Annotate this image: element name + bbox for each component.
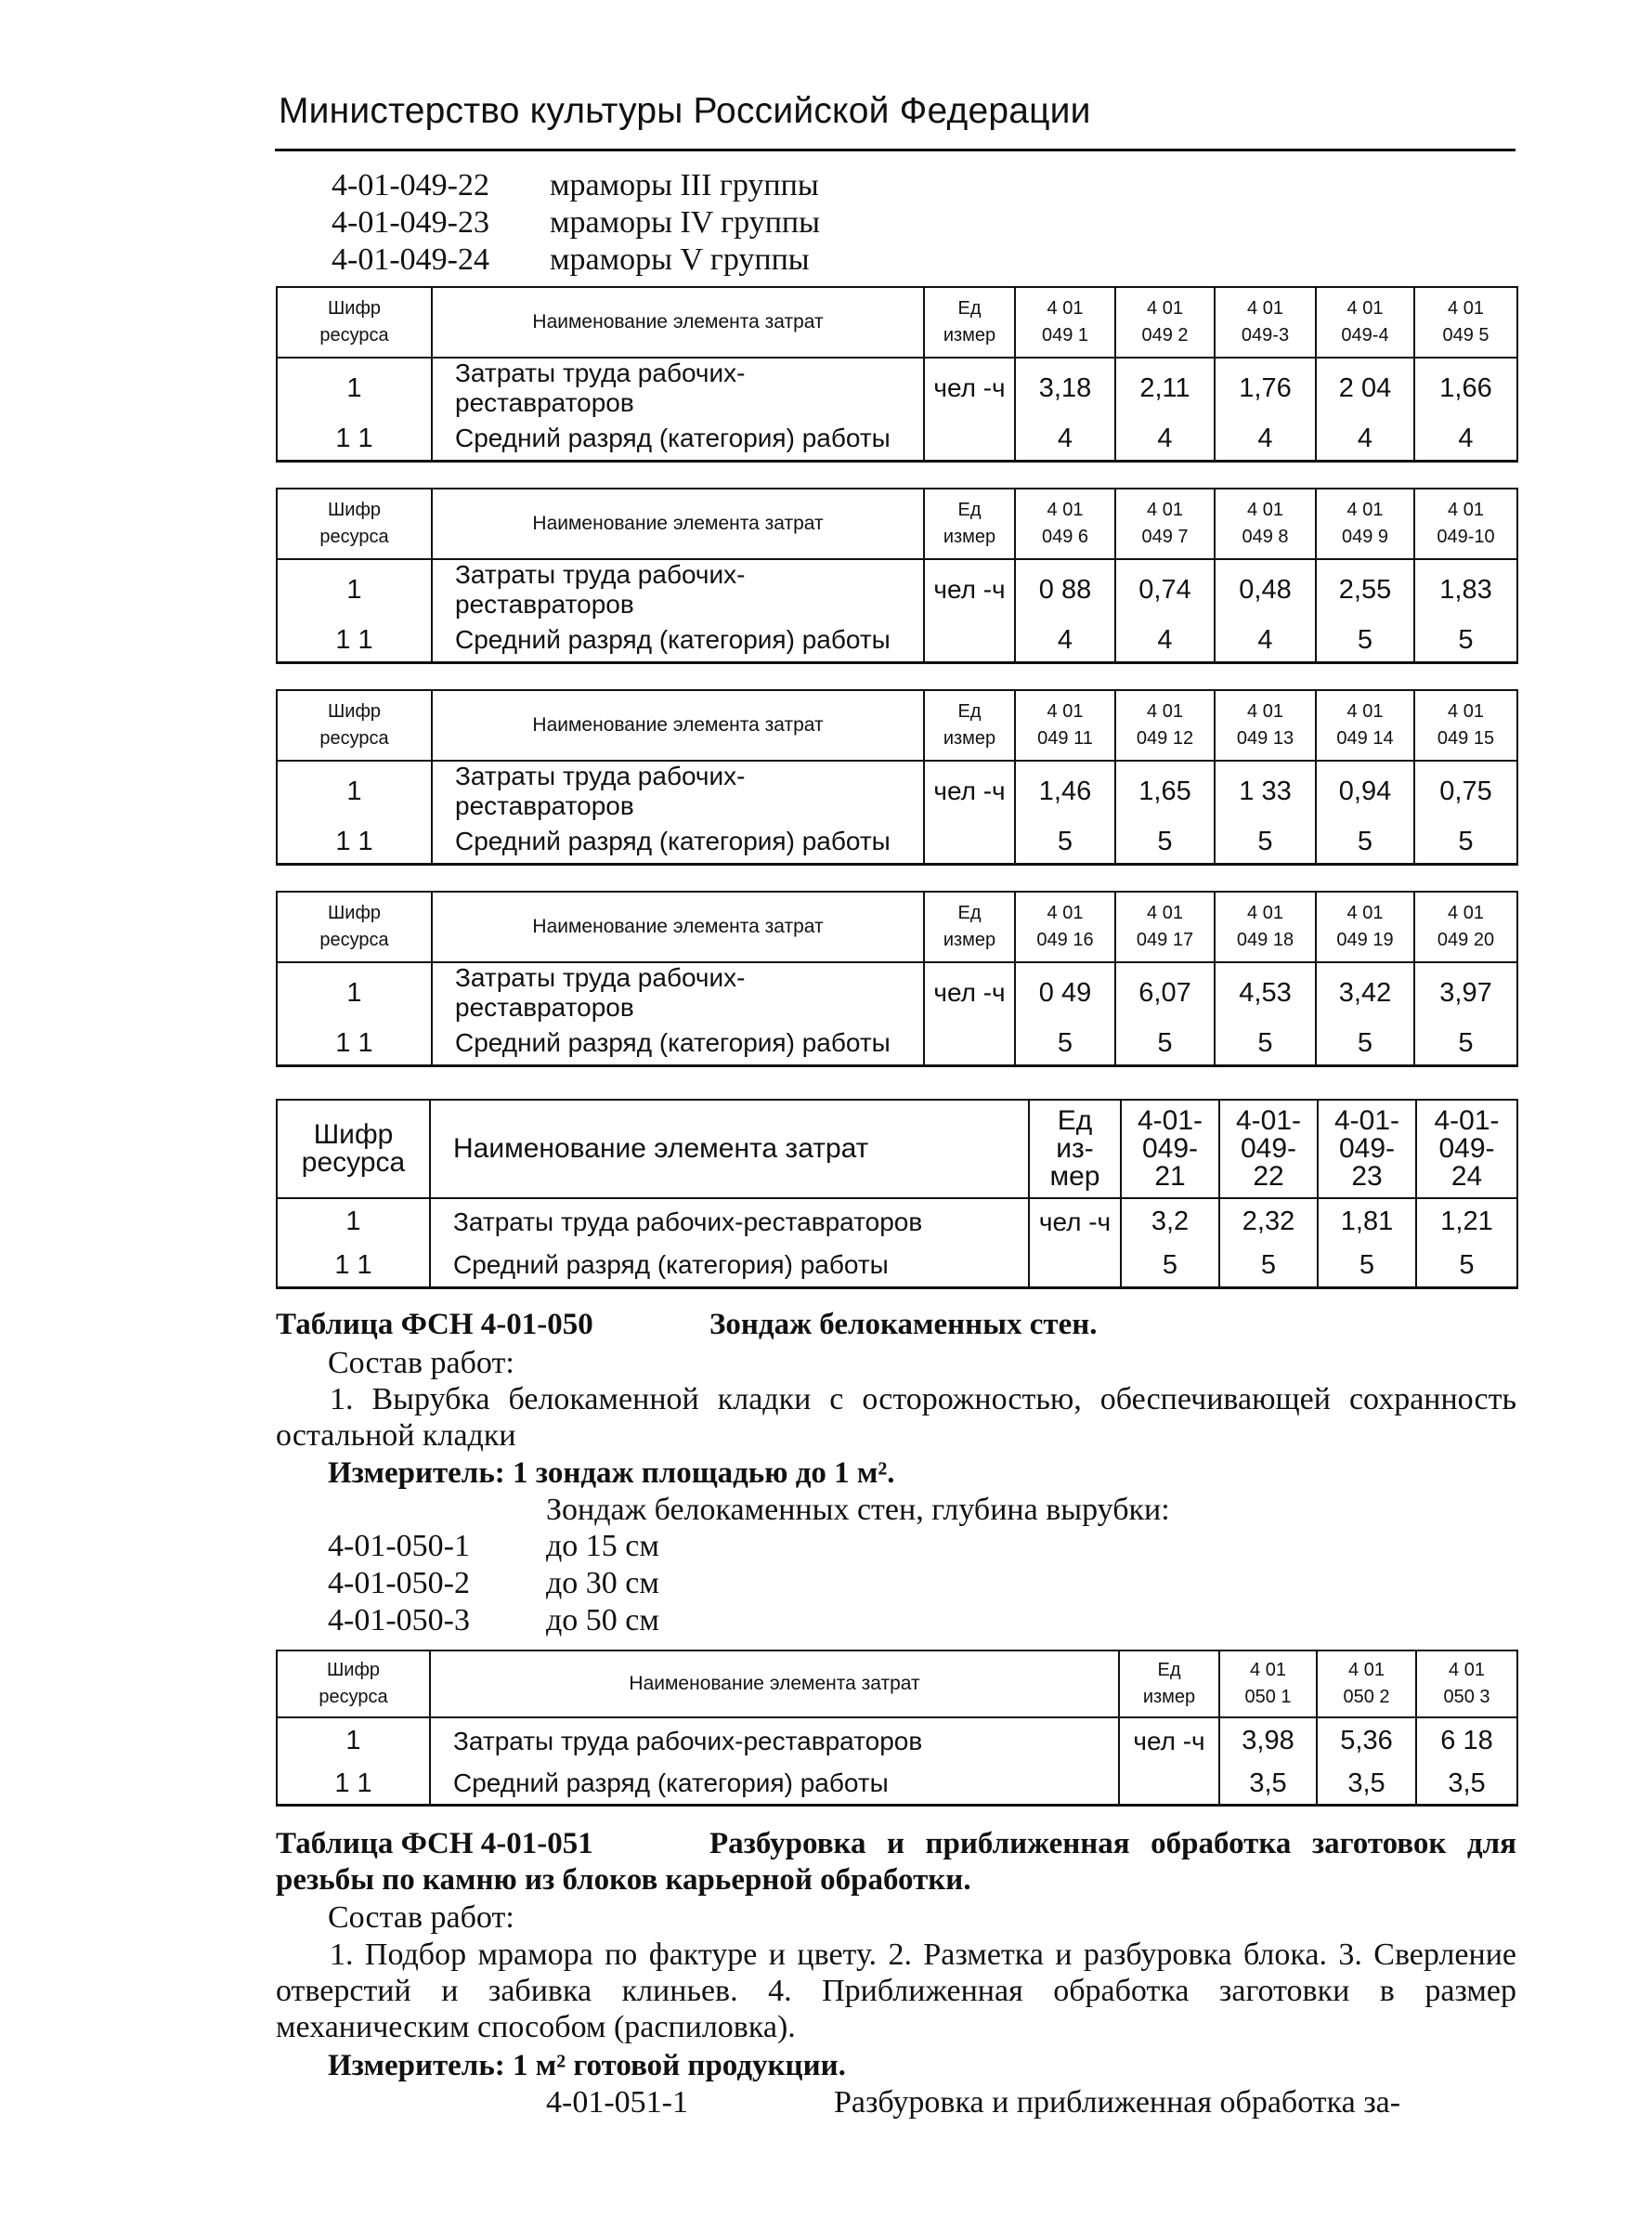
list-item: 4-01-049-24 мраморы V группы	[332, 242, 810, 277]
meter-051: Измеритель: 1 м² готовой продукции.	[328, 2049, 846, 2082]
header-code: Шифр ресурса	[277, 892, 432, 962]
code-list-050	[328, 1528, 659, 1639]
header-code: Шифр ресурса	[277, 489, 432, 559]
header-name: Наименование элемента затрат	[432, 489, 924, 559]
norm-table-049-1-5	[276, 286, 1518, 463]
table-row: 1 Затраты труда рабочих-реставраторов чел -ч 0 88 0,74 0,48 2,55 1,83	[277, 559, 1517, 620]
col-header: 4 01 049 18	[1215, 892, 1316, 962]
col-header: 4 01 049 5	[1414, 287, 1517, 358]
composition-label-050: Состав работ:	[328, 1346, 514, 1380]
header-code: Шифр ресурса	[277, 690, 432, 761]
col-header: 4 01 049 14	[1316, 690, 1414, 761]
table-row: 1 Затраты труда рабочих-реставраторов чел -ч 3,98 5,36 6 18	[277, 1717, 1517, 1764]
table-row: 1 1 Средний разряд (категория) работы 5 5 5 5	[277, 1245, 1517, 1287]
col-header: 4 01 050 3	[1416, 1650, 1517, 1717]
intro-code-list	[332, 167, 820, 279]
list-item: 4-01-050-3 до 50 см	[328, 1603, 659, 1637]
item-051: 4-01-051-1 Разбуровка и приближенная обработка за-	[546, 2085, 1401, 2120]
col-header: 4-01- 049- 24	[1416, 1100, 1517, 1198]
col-header: 4 01 049-10	[1414, 489, 1517, 559]
col-header: 4-01- 049- 23	[1318, 1100, 1416, 1198]
col-header: 4 01 049 9	[1316, 489, 1414, 559]
header-unit: Ед из- мер	[1029, 1100, 1121, 1198]
norm-table-049-11-15	[276, 689, 1518, 866]
table-row: 1 1 Средний разряд (категория) работы 3,5 3,5 3,5	[277, 1764, 1517, 1805]
header-code: Шифр ресурса	[277, 1650, 430, 1717]
list-item: 4-01-049-22 мраморы III группы	[332, 168, 819, 202]
header-code: Шифр ресурса	[277, 287, 432, 358]
section-title-051: Таблица ФСН 4-01-051 Разбуровка и приближенная обработка заготовок для резьбы по камню из блоков карьерной обработки.	[276, 1827, 1516, 1897]
col-header: 4 01 049 12	[1115, 690, 1215, 761]
col-header: 4 01 049 11	[1015, 690, 1115, 761]
header-name: Наименование элемента затрат	[430, 1650, 1119, 1717]
list-item: 4-01-049-23 мраморы IV группы	[332, 205, 820, 240]
col-header: 4-01- 049- 22	[1219, 1100, 1318, 1198]
col-header: 4 01 049-3	[1215, 287, 1316, 358]
col-header: 4 01 049-4	[1316, 287, 1414, 358]
meter-050: Измеритель: 1 зондаж площадью до 1 м².	[328, 1456, 895, 1490]
list-item: 4-01-050-2 до 30 см	[328, 1566, 659, 1600]
col-header: 4 01 050 2	[1317, 1650, 1416, 1717]
col-header: 4 01 049 16	[1015, 892, 1115, 962]
col-header: 4 01 049 7	[1115, 489, 1215, 559]
section-title-050: Таблица ФСН 4-01-050 Зондаж белокаменных стен.	[276, 1308, 1098, 1341]
col-header: 4-01- 049- 21	[1121, 1100, 1219, 1198]
norm-table-049-21-24	[276, 1099, 1518, 1289]
header-name: Наименование элемента затрат	[432, 892, 924, 962]
header-code: Шифр ресурса	[277, 1100, 430, 1198]
norm-table-049-6-10	[276, 488, 1518, 664]
header-unit: Ед измер	[924, 489, 1015, 559]
composition-label-051: Состав работ:	[328, 1900, 514, 1935]
header-unit: Ед измер	[924, 892, 1015, 962]
list-item: 4-01-050-1 до 15 см	[328, 1529, 659, 1563]
header-rule	[275, 149, 1515, 151]
subtitle-050: Зондаж белокаменных стен, глубина вырубки:	[546, 1493, 1170, 1527]
norm-table-050	[276, 1650, 1518, 1807]
col-header: 4 01 049 13	[1215, 690, 1316, 761]
table-row: 1 1 Средний разряд (категория) работы 4 4 4 5 5	[277, 620, 1517, 662]
header-unit: Ед измер	[924, 690, 1015, 761]
col-header: 4 01 049 17	[1115, 892, 1215, 962]
header-unit: Ед измер	[924, 287, 1015, 358]
col-header: 4 01 050 1	[1219, 1650, 1317, 1717]
work-step-050: 1. Вырубка белокаменной кладки с осторожностью, обеспечивающей сохранность остальной кладки	[276, 1382, 1516, 1453]
col-header: 4 01 049 1	[1015, 287, 1115, 358]
table-row: 1 1 Средний разряд (категория) работы 5 5 5 5 5	[277, 1023, 1517, 1065]
header-name: Наименование элемента затрат	[432, 690, 924, 761]
table-row: 1 1 Средний разряд (категория) работы 5 5 5 5 5	[277, 821, 1517, 864]
col-header: 4 01 049 2	[1115, 287, 1215, 358]
table-row: 1 1 Средний разряд (категория) работы 4 4 4 4 4	[277, 418, 1517, 461]
table-row: 1 Затраты труда рабочих-реставраторов чел -ч 0 49 6,07 4,53 3,42 3,97	[277, 962, 1517, 1023]
col-header: 4 01 049 6	[1015, 489, 1115, 559]
table-row: 1 Затраты труда рабочих-реставраторов чел -ч 1,46 1,65 1 33 0,94 0,75	[277, 761, 1517, 821]
header-name: Наименование элемента затрат	[430, 1100, 1029, 1198]
norm-table-049-16-20	[276, 891, 1518, 1067]
table-row: 1 Затраты труда рабочих-реставраторов чел -ч 3,18 2,11 1,76 2 04 1,66	[277, 358, 1517, 418]
col-header: 4 01 049 20	[1414, 892, 1517, 962]
col-header: 4 01 049 19	[1316, 892, 1414, 962]
page-header: Министерство культуры Российской Федерации	[279, 91, 1091, 131]
header-unit: Ед измер	[1119, 1650, 1219, 1717]
col-header: 4 01 049 15	[1414, 690, 1517, 761]
work-steps-051: 1. Подбор мрамора по фактуре и цвету. 2. Разметка и разбуровка блока. 3. Сверление отверстий и забивка клиньев. 4. Приближенная обработка заготовки в размер механическим способом (распиловка).	[276, 1937, 1516, 2044]
table-row: 1 Затраты труда рабочих-реставраторов чел -ч 3,2 2,32 1,81 1,21	[277, 1198, 1517, 1245]
col-header: 4 01 049 8	[1215, 489, 1316, 559]
header-name: Наименование элемента затрат	[432, 287, 924, 358]
